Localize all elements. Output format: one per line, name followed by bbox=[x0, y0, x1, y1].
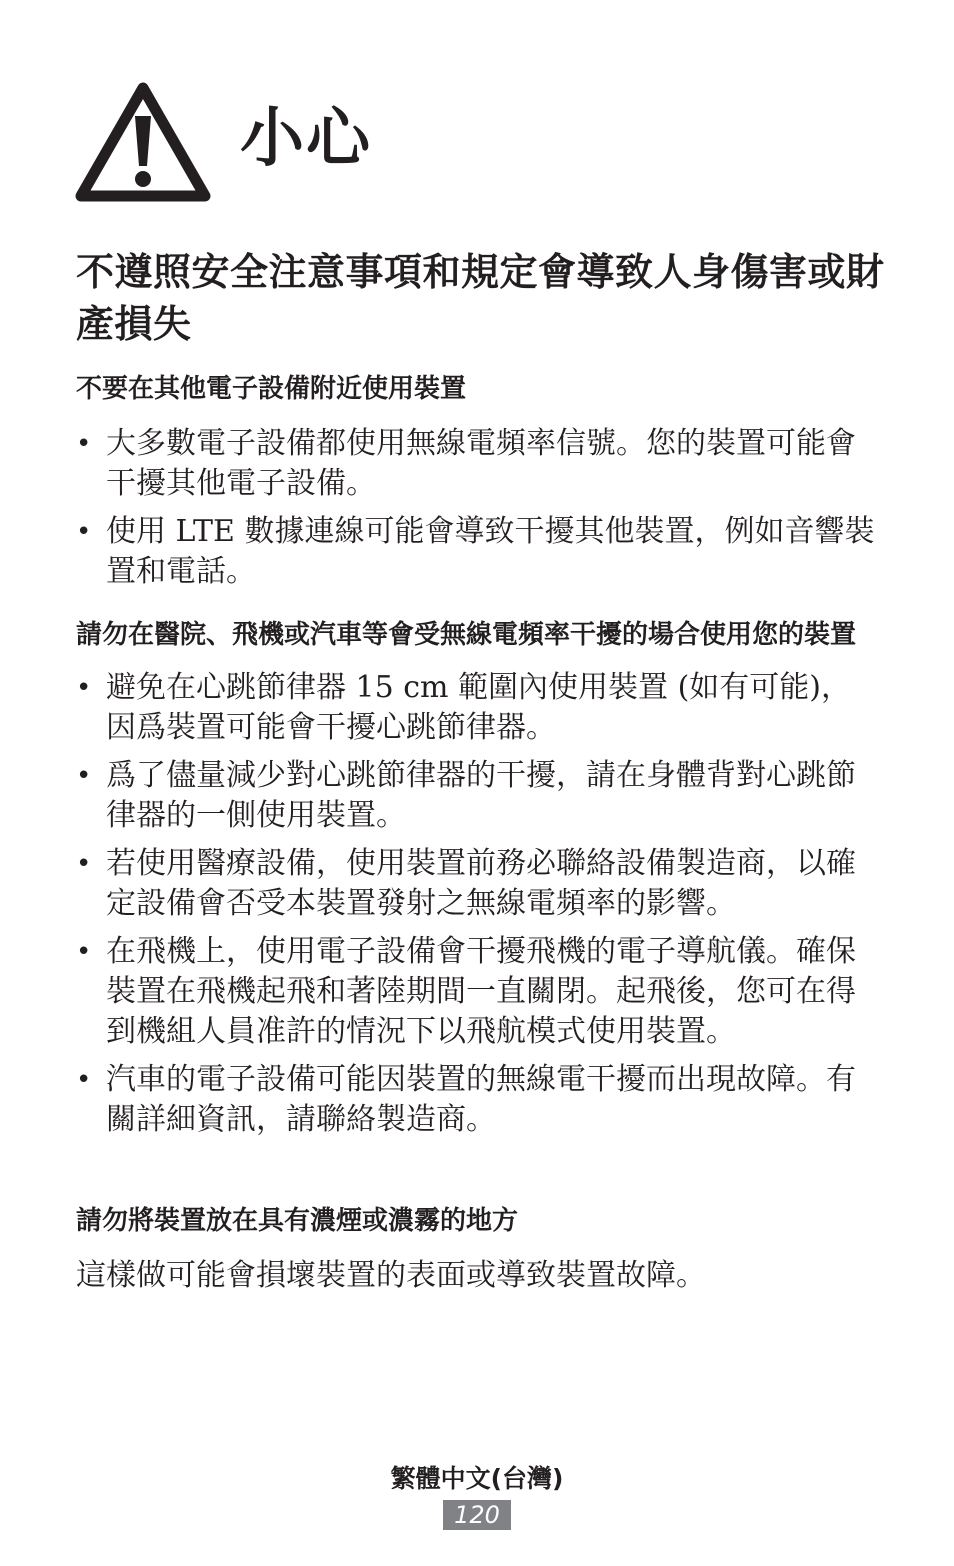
section-body-text: 這樣做可能會損壞裝置的表面或導致裝置故障。 bbox=[76, 1258, 706, 1293]
page-number: 120 bbox=[443, 1500, 511, 1530]
list-item-text: 避免在心跳節律器 15 cm 範圍內使用裝置 (如有可能)，因爲裝置可能會干擾心跳節律器。 bbox=[106, 670, 851, 745]
page-footer bbox=[0, 1462, 954, 1530]
list-item-text: 爲了儘量減少對心跳節律器的干擾，請在身體背對心跳節律器的一側使用裝置。 bbox=[106, 758, 856, 833]
section-hospitals-aircraft bbox=[76, 618, 876, 1140]
section-title: 請勿在醫院、飛機或汽車等會受無線電頻率干擾的場合使用您的裝置 bbox=[76, 620, 857, 650]
bullet-list bbox=[76, 668, 876, 1140]
section-electronic-devices bbox=[76, 372, 876, 592]
list-item bbox=[76, 424, 876, 504]
bullet-marker: • bbox=[76, 761, 92, 791]
list-item bbox=[76, 1060, 876, 1140]
list-item-text: 大多數電子設備都使用無線電頻率信號。您的裝置可能會干擾其他電子設備。 bbox=[106, 426, 856, 501]
bullet-marker: • bbox=[76, 429, 92, 459]
list-item bbox=[76, 756, 876, 836]
section-smoke-fog bbox=[76, 1204, 876, 1296]
list-item-text: 使用 LTE 數據連線可能會導致干擾其他裝置，例如音響裝置和電話。 bbox=[106, 514, 875, 589]
list-item-text: 在飛機上，使用電子設備會干擾飛機的電子導航儀。確保裝置在飛機起飛和著陸期間一直關閉。起飛後，您可在得到機組人員准許的情況下以飛航模式使用裝置。 bbox=[106, 934, 856, 1049]
list-item bbox=[76, 932, 876, 1052]
bullet-list bbox=[76, 424, 876, 592]
list-item bbox=[76, 668, 876, 748]
warning-triangle-icon bbox=[74, 80, 212, 205]
section-title: 不要在其他電子設備附近使用裝置 bbox=[76, 374, 467, 404]
caution-title: 小心 bbox=[240, 101, 372, 176]
list-item-text: 汽車的電子設備可能因裝置的無線電干擾而出現故障。有關詳細資訊，請聯絡製造商。 bbox=[106, 1062, 856, 1137]
bullet-marker: • bbox=[76, 849, 92, 879]
bullet-marker: • bbox=[76, 673, 92, 703]
bullet-marker: • bbox=[76, 937, 92, 967]
footer-language: 繁體中文(台灣) bbox=[390, 1464, 564, 1493]
list-item bbox=[76, 512, 876, 592]
bullet-marker: • bbox=[76, 517, 92, 547]
list-item bbox=[76, 844, 876, 924]
section-title: 請勿將裝置放在具有濃煙或濃霧的地方 bbox=[76, 1206, 519, 1236]
caution-header bbox=[74, 80, 372, 205]
bullet-marker: • bbox=[76, 1065, 92, 1095]
list-item-text: 若使用醫療設備，使用裝置前務必聯絡設備製造商，以確定設備會否受本裝置發射之無線電頻率的影響。 bbox=[106, 846, 856, 921]
main-heading: 不遵照安全注意事項和規定會導致人身傷害或財產損失 bbox=[76, 250, 885, 346]
